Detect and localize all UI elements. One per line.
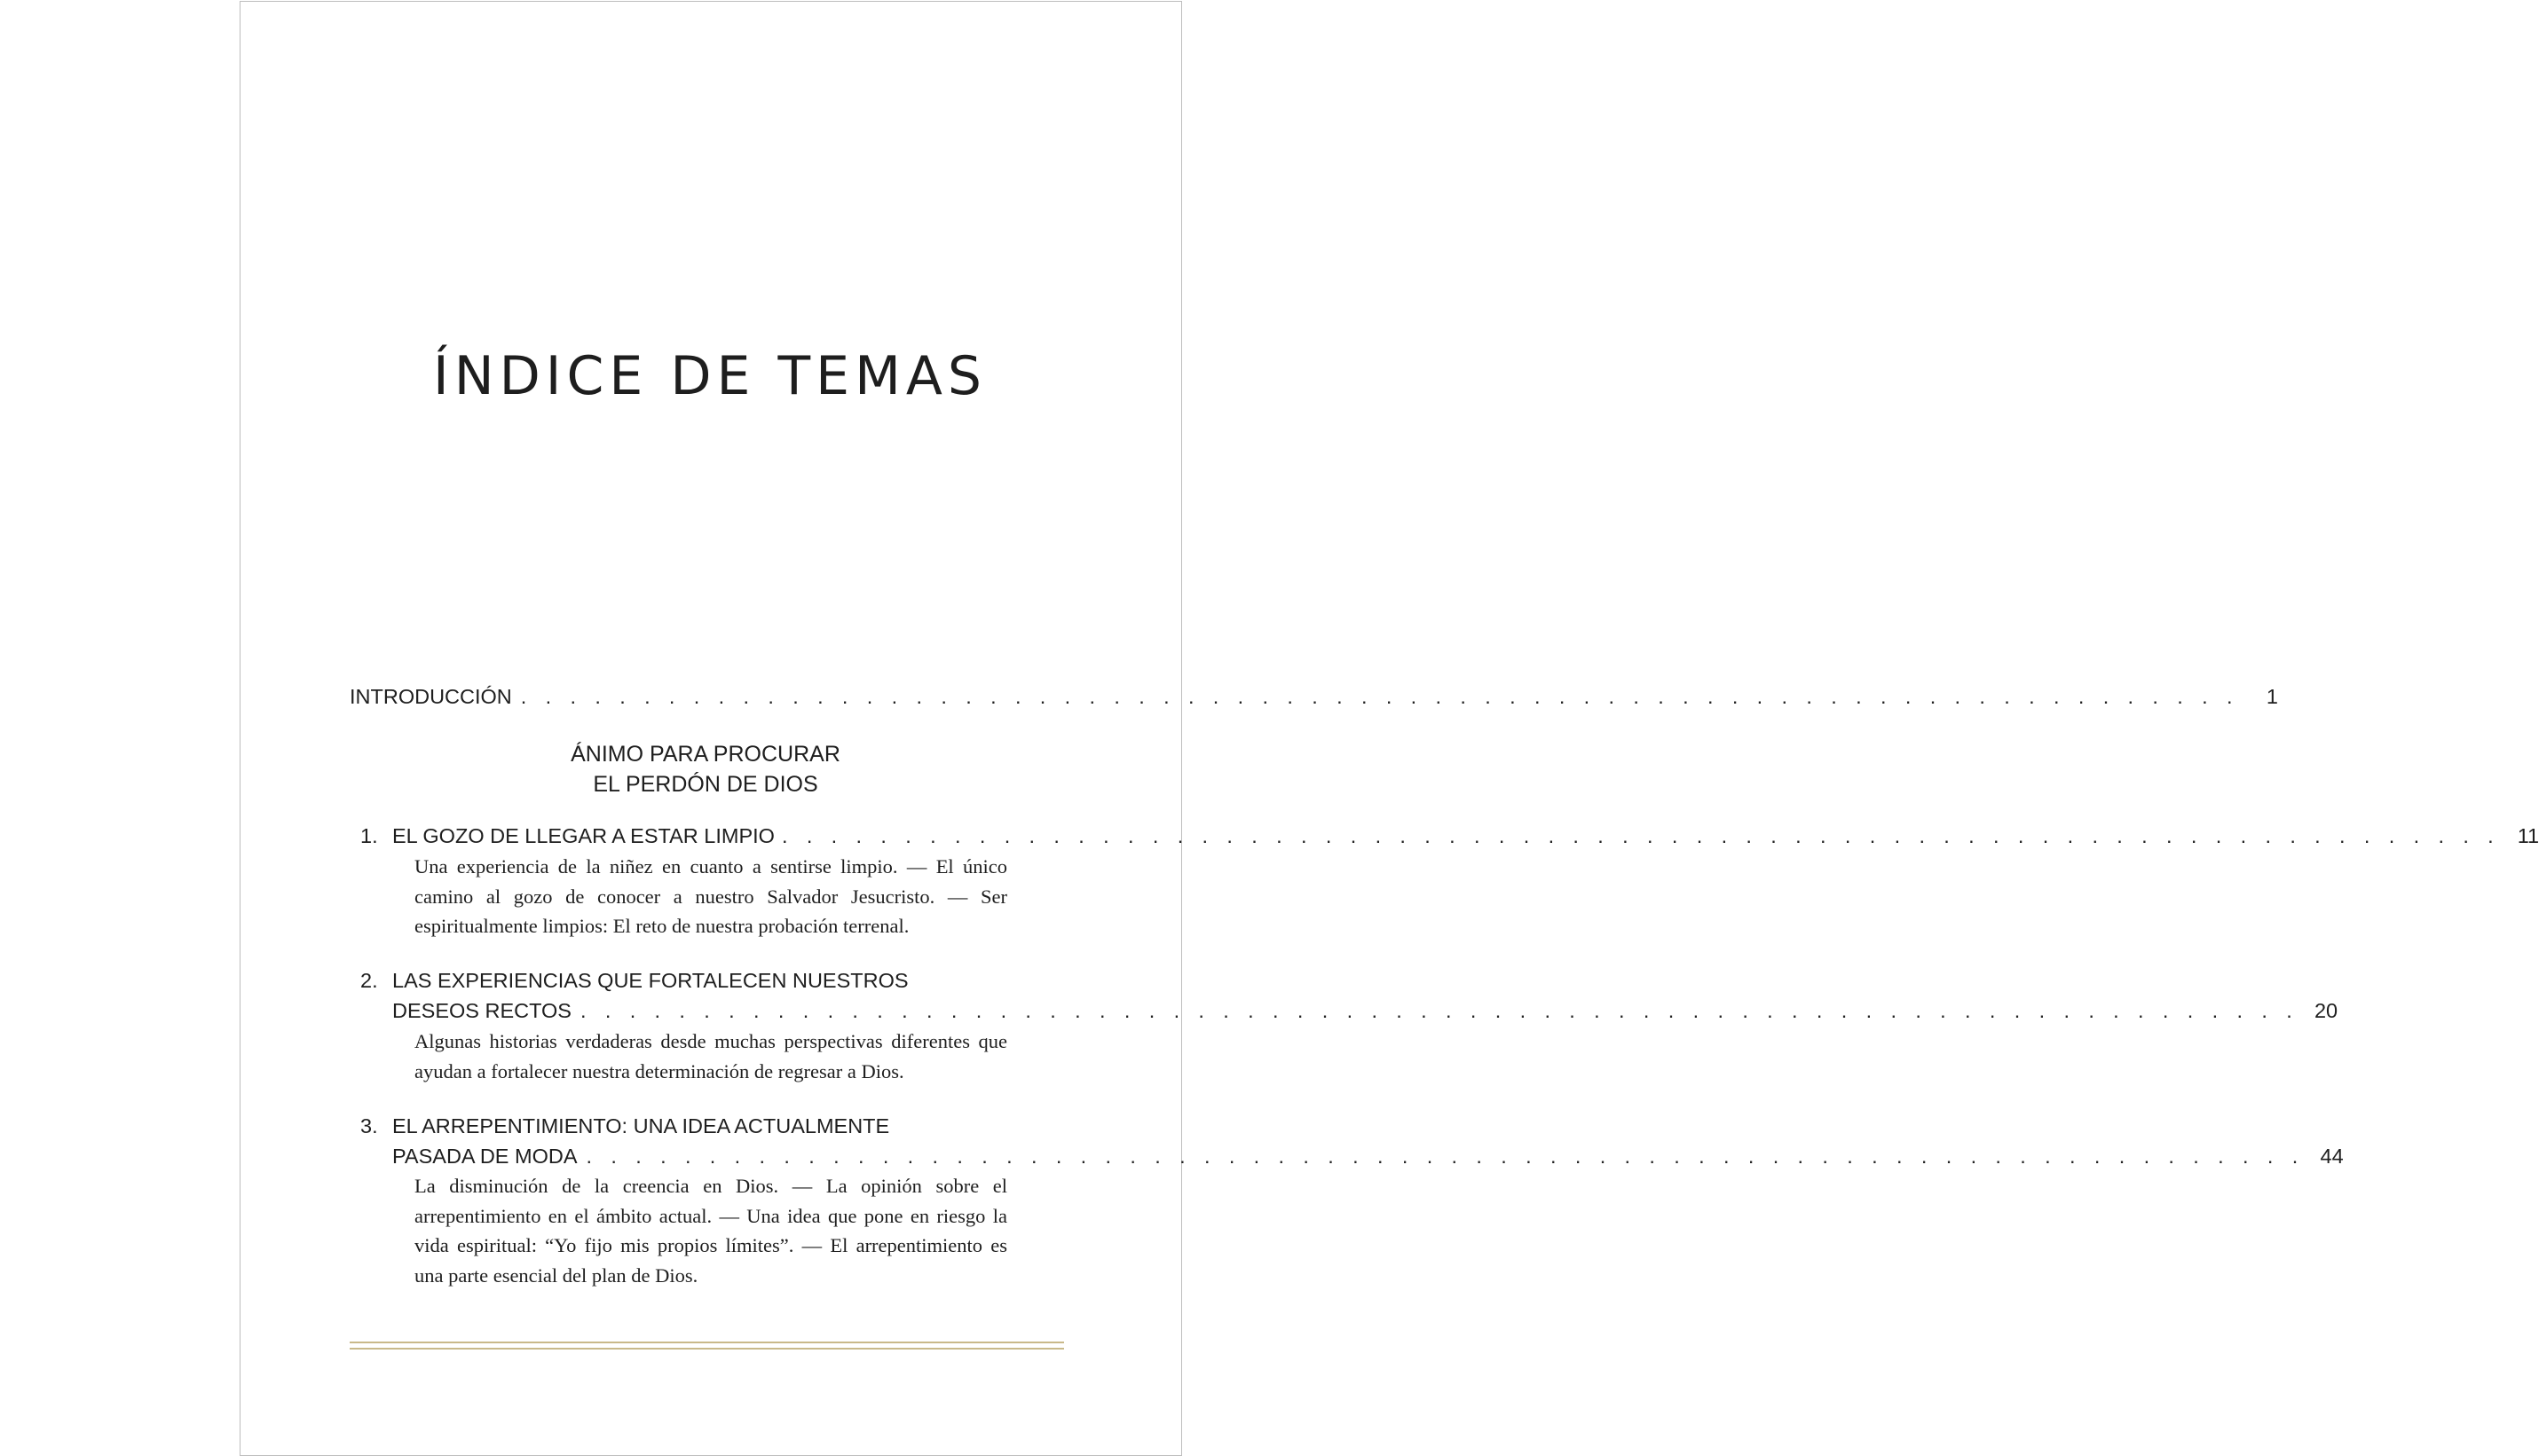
toc-page-number: 1 [2266,685,2278,708]
chapter-number: 2. [360,969,378,992]
section-heading-line-1: ÁNIMO PARA PROCURAR [571,742,840,767]
toc-entry-title: EL ARREPENTIMIENTO: UNA IDEA ACTUALMENTE [392,1114,890,1137]
chapter-number: 3. [360,1114,378,1137]
toc-entry-title: LAS EXPERIENCIAS QUE FORTALECEN NUESTROS [392,969,909,992]
toc-entry-chapter-2[interactable] [350,996,2338,1026]
toc-entry-introduction[interactable] [350,681,2278,712]
chapter-description: La disminución de la creencia en Dios. — La opinión sobre el arrepentimiento en el ámbito actual. — Una idea que pone en riesgo la vida espiritual: “Yo fijo mis propios límites”. — El arrepentimiento es una parte esencial del plan de Dios. [414,1175,1007,1287]
toc-entry-title: INTRODUCCIÓN [350,685,512,708]
toc-entry-title-continued: PASADA DE MODA [392,1145,578,1168]
toc-page-number: 20 [2314,999,2338,1022]
toc-page-number: 11 [2517,824,2539,847]
dot-leader: . . . . . . . . . . . . . . . . . . . . . . . . . . . . . . . . . . . . . . . . . . . . . . . . . . . . . . . . . . . . . . . . . . . . . . [781,824,2501,847]
decorative-rule-bottom [350,1348,1064,1350]
section-heading-line-2: EL PERDÓN DE DIOS [593,772,818,797]
chapter-description: Una experiencia de la niñez en cuanto a sentirse limpio. — El único camino al gozo de conocer a nuestro Salvador Jesucristo. — Ser espiritualmente limpios: El reto de nuestra probación terrenal. [414,855,1007,937]
toc-entry-title: EL GOZO DE LLEGAR A ESTAR LIMPIO [392,824,775,847]
chapter-number: 1. [360,824,378,847]
toc-entry-chapter-1[interactable] [350,821,2539,851]
page-title: ÍNDICE DE TEMAS [433,345,987,407]
chapter-description: Algunas historias verdaderas desde muchas perspectivas diferentes que ayudan a fortalecer nuestra determinación de regresar a Dios. [414,1030,1007,1082]
decorative-rule-top [350,1342,1064,1343]
dot-leader: . . . . . . . . . . . . . . . . . . . . . . . . . . . . . . . . . . . . . . . . . . . . . . . . . . . . . . . . . . . . . . . . . . . . . . [520,685,2239,708]
dot-leader: . . . . . . . . . . . . . . . . . . . . . . . . . . . . . . . . . . . . . . . . . . . . . . . . . . . . . . . . . . . . . . . . . . . . . . [586,1145,2305,1168]
toc-entry-chapter-3[interactable] [350,1141,2344,1171]
dot-leader: . . . . . . . . . . . . . . . . . . . . . . . . . . . . . . . . . . . . . . . . . . . . . . . . . . . . . . . . . . . . . . . . . . . . . . [580,999,2299,1022]
toc-entry-title-continued: DESEOS RECTOS [392,999,572,1022]
toc-page-number: 44 [2320,1145,2344,1168]
